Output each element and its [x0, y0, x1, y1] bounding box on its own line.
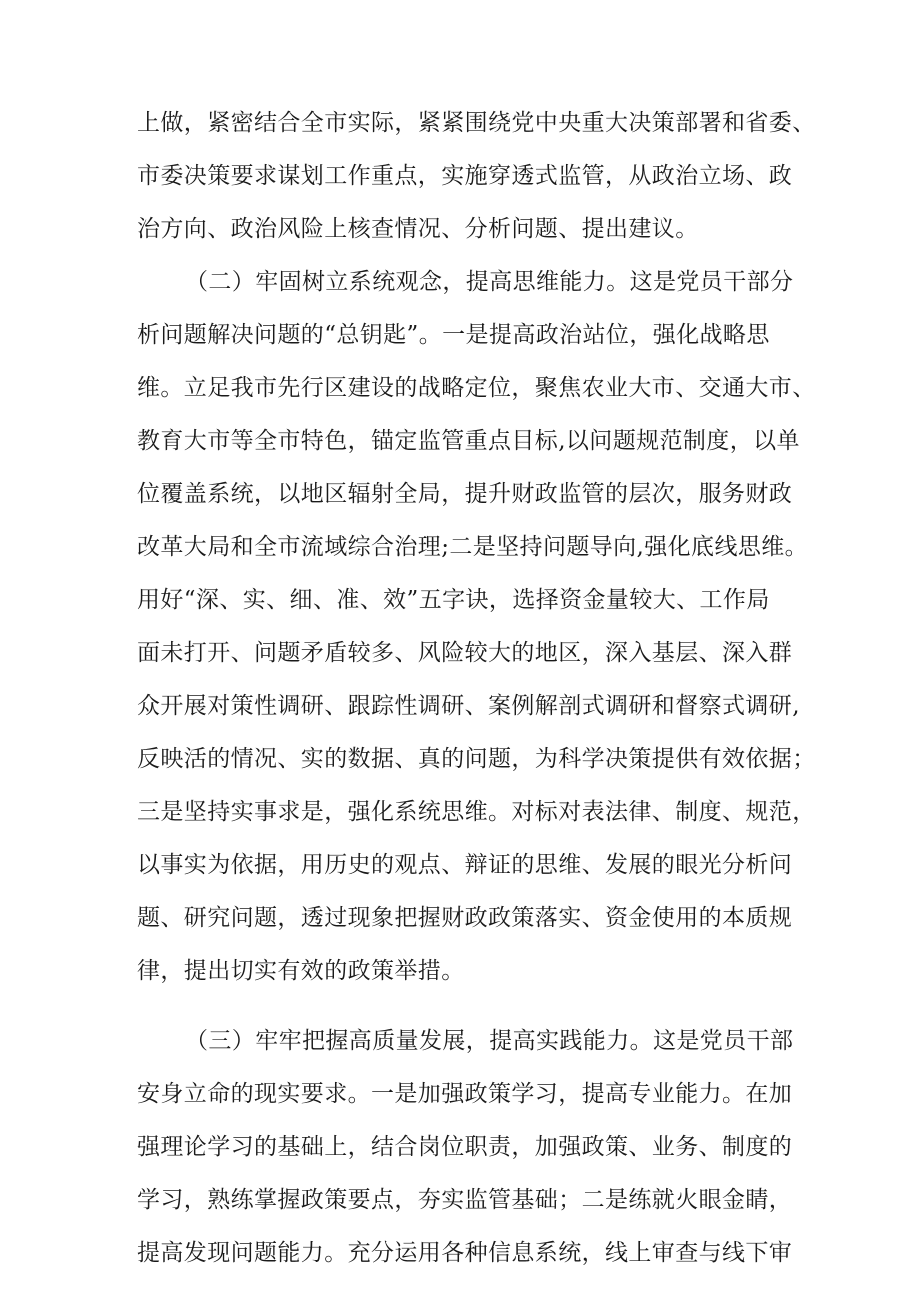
section-heading-line: （二）牢固树立系统观念，提高思维能力。这是党员干部分	[185, 269, 794, 295]
text-line: 反映活的情况、实的数据、真的问题，为科学决策提供有效依据；	[137, 746, 816, 772]
text-line: 改革大局和全市流域综合治理;二是坚持问题导向,强化底线思维。	[137, 534, 809, 560]
text-line: 提高发现问题能力。充分运用各种信息系统，线上审查与线下审	[137, 1240, 793, 1266]
text-line: 以事实为依据，用历史的观点、辩证的思维、发展的眼光分析问	[137, 852, 793, 878]
text-line: 维。立足我市先行区建设的战略定位，聚焦农业大市、交通大市、	[137, 375, 816, 401]
text-line: 众开展对策性调研、跟踪性调研、案例解剖式调研和督察式调研,	[137, 693, 800, 719]
text-line: 市委决策要求谋划工作重点，实施穿透式监管，从政治立场、政	[137, 163, 793, 189]
text-line: 面未打开、问题矛盾较多、风险较大的地区，深入基层、深入群	[137, 640, 793, 666]
text-line: 位覆盖系统，以地区辐射全局，提升财政监管的层次，服务财政	[137, 481, 793, 507]
text-line: 治方向、政治风险上核查情况、分析问题、提出建议。	[137, 216, 699, 242]
text-line: 律，提出切实有效的政策举措。	[137, 958, 465, 984]
text-line: 强理论学习的基础上，结合岗位职责，加强政策、业务、制度的	[137, 1134, 793, 1160]
text-line: 上做，紧密结合全市实际，紧紧围绕党中央重大决策部署和省委、	[137, 110, 816, 136]
section-heading-line: （三）牢牢把握高质量发展，提高实践能力。这是党员干部	[185, 1028, 794, 1054]
text-line: 三是坚持实事求是，强化系统思维。对标对表法律、制度、规范，	[137, 799, 816, 825]
text-line: 安身立命的现实要求。一是加强政策学习，提高专业能力。在加	[137, 1081, 793, 1107]
text-line: 用好“深、实、细、准、效”五字诀，选择资金量较大、工作局	[137, 587, 770, 613]
text-line: 题、研究问题，透过现象把握财政政策落实、资金使用的本质规	[137, 905, 793, 931]
text-line: 学习，熟练掌握政策要点，夯实监管基础；二是练就火眼金睛，	[137, 1187, 793, 1213]
text-line: 析问题解决问题的“总钥匙”。一是提高政治站位，强化战略思	[137, 322, 770, 348]
text-line: 教育大市等全市特色，锚定监管重点目标,以问题规范制度，以单	[137, 428, 800, 454]
